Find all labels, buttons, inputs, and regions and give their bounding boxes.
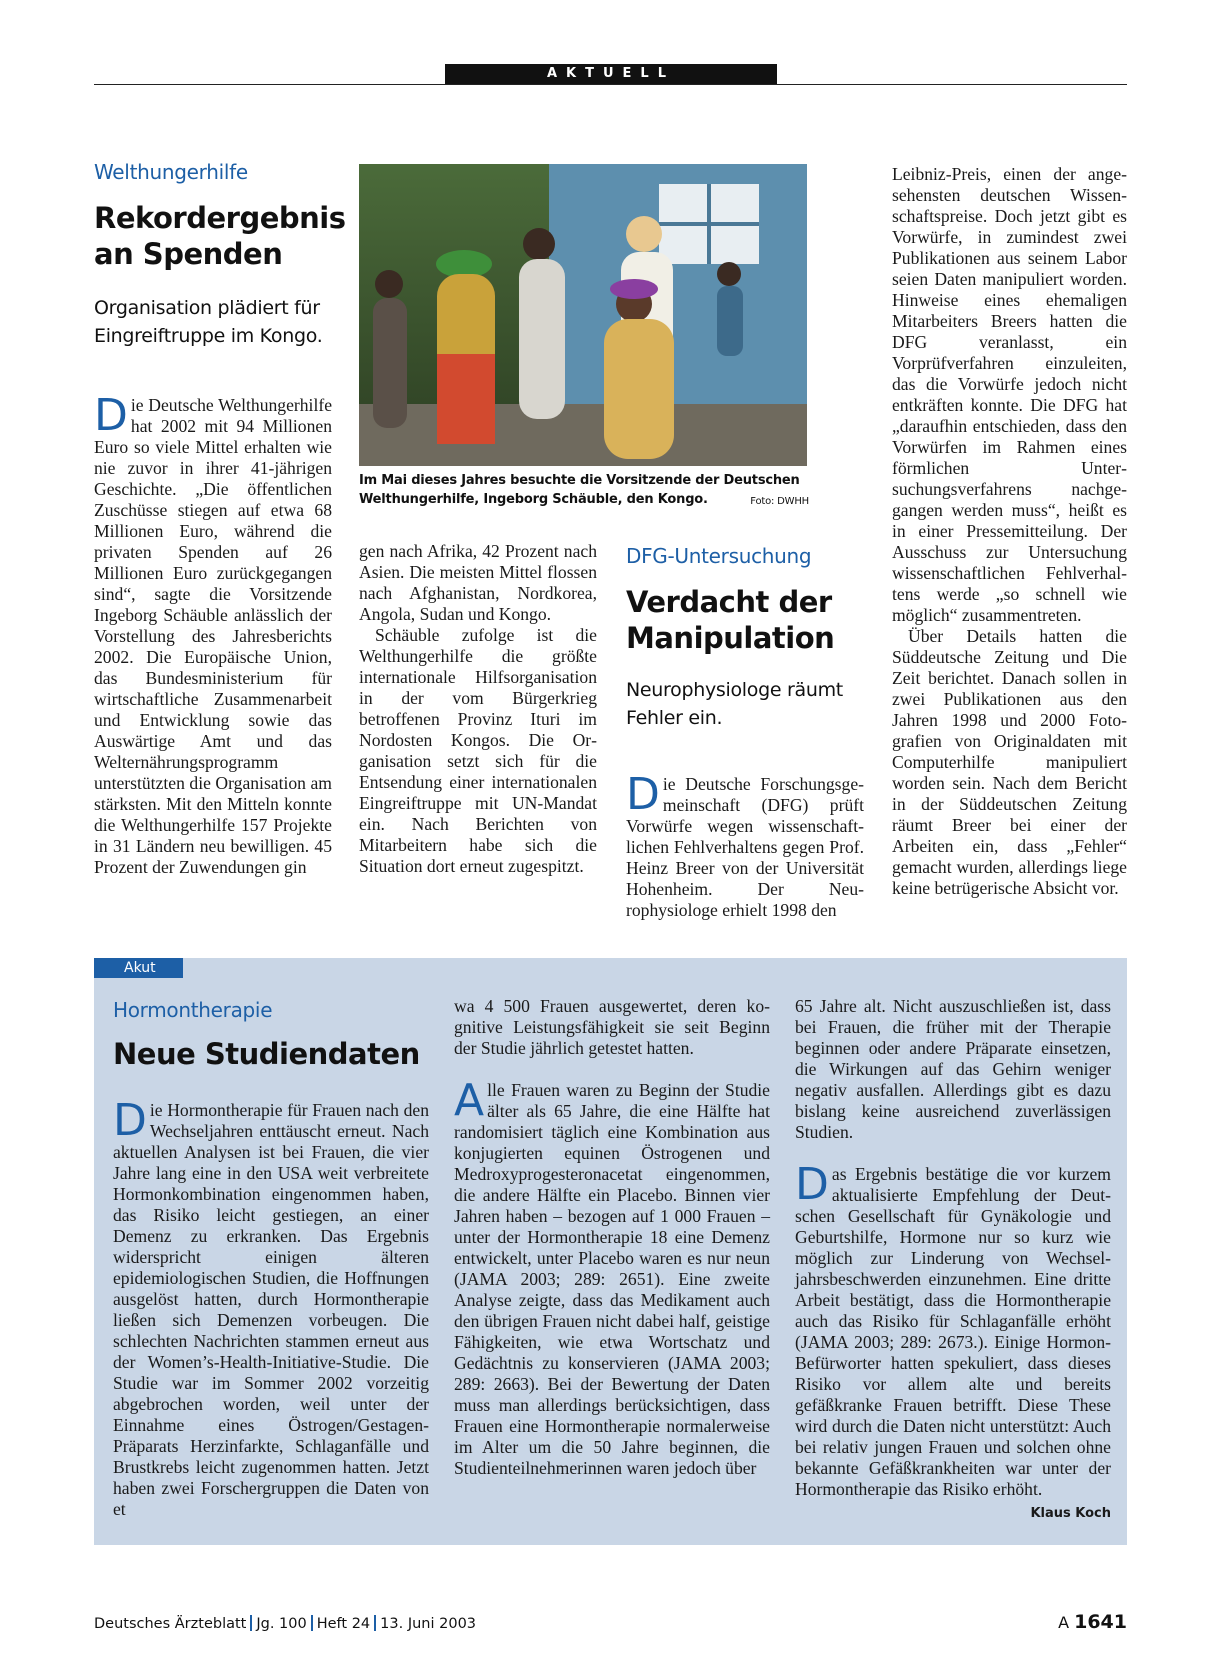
footer-citation [94,1615,476,1632]
article2-headline-line1: Verdacht der [626,585,832,619]
page-number [1058,1611,1127,1633]
article1-body-3: Schäuble zufolge ist die Welthungerhilfe die größte internationale Hilfsorganisation in der vom Bürgerkrieg betroffenen Provinz Ituri im Nordosten Kongos. Die Organisation setzt sich für die Entsendung einer internationalen Eingreiftruppe mit UN-Mandat ein. Nach Berichten von Mitarbeitern habe sich die Situation dort erneut zugespitzt. [359,625,597,876]
article2-subhead [626,676,866,732]
photo-kongo-visit [359,164,807,466]
article2-body-2: Leibniz-Preis, einen der angesehensten deutschen Wissenschaftspreise. Doch jetzt gibt es Vorwürfe, in zumindest zwei Publikationen aus seinem Labor seien Daten manipuliert worden. Hinweise eines ehemaligen Mitarbeiters Breers hatten die DFG veranlasst, ein Vorprüfverfahren einzuleiten, das die Vorwürfe jedoch nicht entkräften konnte. Die DFG hat „daraufhin entschieden, dass den Vorwürfen im Rahmen eines förmlichen Untersuchungsverfahrens nachgegangen werden muss“, heißt es in einer Pressemitteilung. Der Ausschuss zur Untersuchung wissenschaftlichen Fehlverhaltens werde „so schnell wie möglich“ zusammentreten. [892,164,1127,625]
article2-headline [626,584,866,656]
akut-kicker: Hormontherapie [113,998,273,1022]
photo-illustration [359,164,807,466]
article1-headline-line2: an Spenden [94,237,283,271]
page-footer [94,1611,1127,1635]
page-number-value: 1641 [1074,1611,1127,1633]
article1-headline-line1: Rekordergebnis [94,201,346,235]
akut-body-4: 65 Jahre alt. Nicht auszuschließen ist, dass bei Frauen, die früher mit der Therapie beginnen oder andere Präparate einsetzen, die Wirkungen auf das Gehirn weniger negativ ausfallen. Allerdings gibt es dazu bislang keine ausreichend zuverlässigen Studien. [795,996,1111,1142]
akut-dropcap-2: A [454,1075,485,1126]
article2-dropcap: D [626,769,660,820]
photo-credit: Foto: DWHH [750,496,809,507]
footer-volume: Jg. 100 [256,1616,307,1632]
article2-column-2 [892,164,1127,899]
article1-dropcap: D [94,390,128,441]
article2-subhead-line2: Fehler ein. [626,707,723,729]
article1-headline [94,200,344,272]
akut-headline: Neue Studiendaten [113,1037,420,1071]
article1-kicker: Welthungerhilfe [94,160,248,184]
footer-journal: Deutsches Ärzteblatt [94,1616,247,1632]
akut-column-1 [113,1095,429,1520]
page-prefix: A [1058,1613,1070,1632]
article2-kicker: DFG-Untersuchung [626,544,812,568]
section-label: AKTUELL [445,64,777,84]
footer-date: 13. Juni 2003 [380,1616,477,1632]
akut-column-2 [454,996,770,1479]
article2-subhead-line1: Neurophysiologe räumt [626,679,843,701]
akut-body-5: as Ergebnis bestätige die vor kurzem aktualisierte Empfehlung der Deutschen Gesellschaft für Gynäkologie und Geburtshilfe, Hormone nur so kurz wie möglich zur Linderung von Wechseljahrsbeschwerden einzunehmen. Eine dritte Arbeit bestätigt, dass die Hormontherapie auch das Risiko für Schlaganfälle erhöht (JAMA 2003; 289: 2673.). Einige Hormon-Befürworter hatten spekuliert, dass dieses Risiko vor allem alte und bereits gefäßkranke Frauen betrifft. Diese These wird durch die Daten nicht unterstützt: Auch bei relativ jungen Frauen und solchen ohne bekannte Gefäßkrankheiten war unter der Hormontherapie das Risiko erhöht. [795,1164,1111,1499]
article1-column-1 [94,390,332,878]
photo-caption [359,471,809,511]
header-rule [94,84,1127,85]
article1-body-2: gen nach Afrika, 42 Prozent nach Asien. Die meisten Mittel flossen nach Afghanistan, Nordkorea, Angola, Sudan und Kongo. [359,541,597,624]
article1-column-2 [359,541,597,877]
akut-author: Klaus Koch [1030,1506,1111,1521]
photo-caption-text: Im Mai dieses Jahres besuchte die Vorsitzende der Deutschen Welthungerhilfe, Ingeborg Schäuble, den Kongo. [359,473,800,507]
akut-body-2: wa 4 500 Frauen ausgewertet, deren kognitive Leistungsfähigkeit sie seit Beginn der Studie jährlich getestet hatten. [454,996,770,1058]
article2-headline-line2: Manipulation [626,621,835,655]
article1-body-1: ie Deutsche Welthungerhilfe hat 2002 mit 94 Millionen Euro so viele Mittel erhalten wie nie zuvor in ihrer 41-jährigen Geschichte. „Die öffentlichen Zuschüsse stiegen auf etwa 68 Millionen Euro, während die privaten Spenden auf 26 Millionen Euro zurückgegangen sind“, sagte die Vorsitzende Ingeborg Schäuble anlässlich der Vorstellung des Jahresberichts 2002. Die Europäische Union, das Bundesministerium für wirtschaftliche Zusammenarbeit und Entwicklung sowie das Auswärtige Amt und das Welternährungsprogramm unterstützten die Organisation am stärksten. Mit den Mitteln konnte die Welthungerhilfe 157 Projekte in 31 Ländern neu bewilligen. 45 Prozent der Zuwendungen gin [94,395,332,877]
article1-subhead [94,294,344,350]
footer-separator [374,1615,376,1631]
akut-dropcap-1: D [113,1095,147,1146]
akut-column-3 [795,996,1111,1524]
article2-body-1: ie Deutsche Forschungsgemeinschaft (DFG) prüft Vorwürfe wegen wissenschaftlichen Fehlverhaltens gegen Prof. Heinz Breer von der Universität Hohenheim. Der Neurophysiologe erhielt 1998 den [626,774,864,920]
footer-separator [250,1615,252,1631]
akut-dropcap-3: D [795,1159,829,1210]
article1-subhead-line2: Eingreiftruppe im Kongo. [94,325,323,347]
article2-column-1 [626,769,864,921]
akut-body-3: lle Frauen waren zu Beginn der Studie älter als 65 Jahre, die eine Hälfte hat randomisiert täglich eine Kombination aus konjugierten equinen Östrogenen und Medroxyprogesteronacetat eingenommen, die andere Hälfte ein Placebo. Binnen vier Jahren haben – bezogen auf 1 000 Frauen – unter der Hormontherapie 18 eine Demenz entwickelt, unter Placebo waren es nur neun (JAMA 2003; 289: 2651). Eine zweite Analyse zeigte, dass das Medikament auch den übrigen Frauen nicht dabei half, geistige Fähigkeiten, wie etwa Wortschatz und Gedächtnis zu konservieren (JAMA 2003; 289: 2663). Bei der Bewertung der Daten muss man allerdings berücksichtigen, dass Frauen eine Hormontherapie normalerweise im Alter um die 50 Jahre beginnen, die Studienteilnehmerinnen waren jedoch über [454,1080,770,1478]
footer-separator [311,1615,313,1631]
akut-body-1: ie Hormontherapie für Frauen nach den Wechseljahren enttäuscht erneut. Nach aktuellen Analysen ist bei Frauen, die vier Jahre lang eine in den USA weit verbreitete Hormonkombination eingenommen haben, das Risiko leicht gestiegen, an einer Demenz zu erkranken. Das Ergebnis widerspricht einigen älteren epidemiologischen Studien, die Hoffnungen ausgelöst hatten, durch Hormontherapie ließen sich Demenzen vorbeugen. Die schlechten Nachrichten stammen erneut aus der Women’s-Health-Initiative-Studie. Die Studie war im Sommer 2002 vorzeitig abgebrochen worden, weil unter der Einnahme eines Östrogen/Gestagen-Präparats Herzinfarkte, Schlaganfälle und Brustkrebs leicht zugenommen hatten. Jetzt haben zwei Forschergruppen die Daten von et [113,1100,429,1519]
footer-issue: Heft 24 [316,1616,371,1632]
article2-body-3: Über Details hatten die Süddeutsche Zeitung und Die Zeit berichtet. Danach sollen in zwei Publikationen aus den Jahren 1998 und 2000 Fotografien von Originaldaten mit Computerhilfe manipuliert worden sein. Nach dem Bericht in der Süddeutschen Zeitung räumt Breer bei einer der Arbeiten ein, dass „Fehler“ gemacht wurden, allerdings liege keine betrügerische Absicht vor. [892,626,1127,898]
article1-subhead-line1: Organisation plädiert für [94,297,320,319]
akut-tag: Akut [94,958,183,978]
